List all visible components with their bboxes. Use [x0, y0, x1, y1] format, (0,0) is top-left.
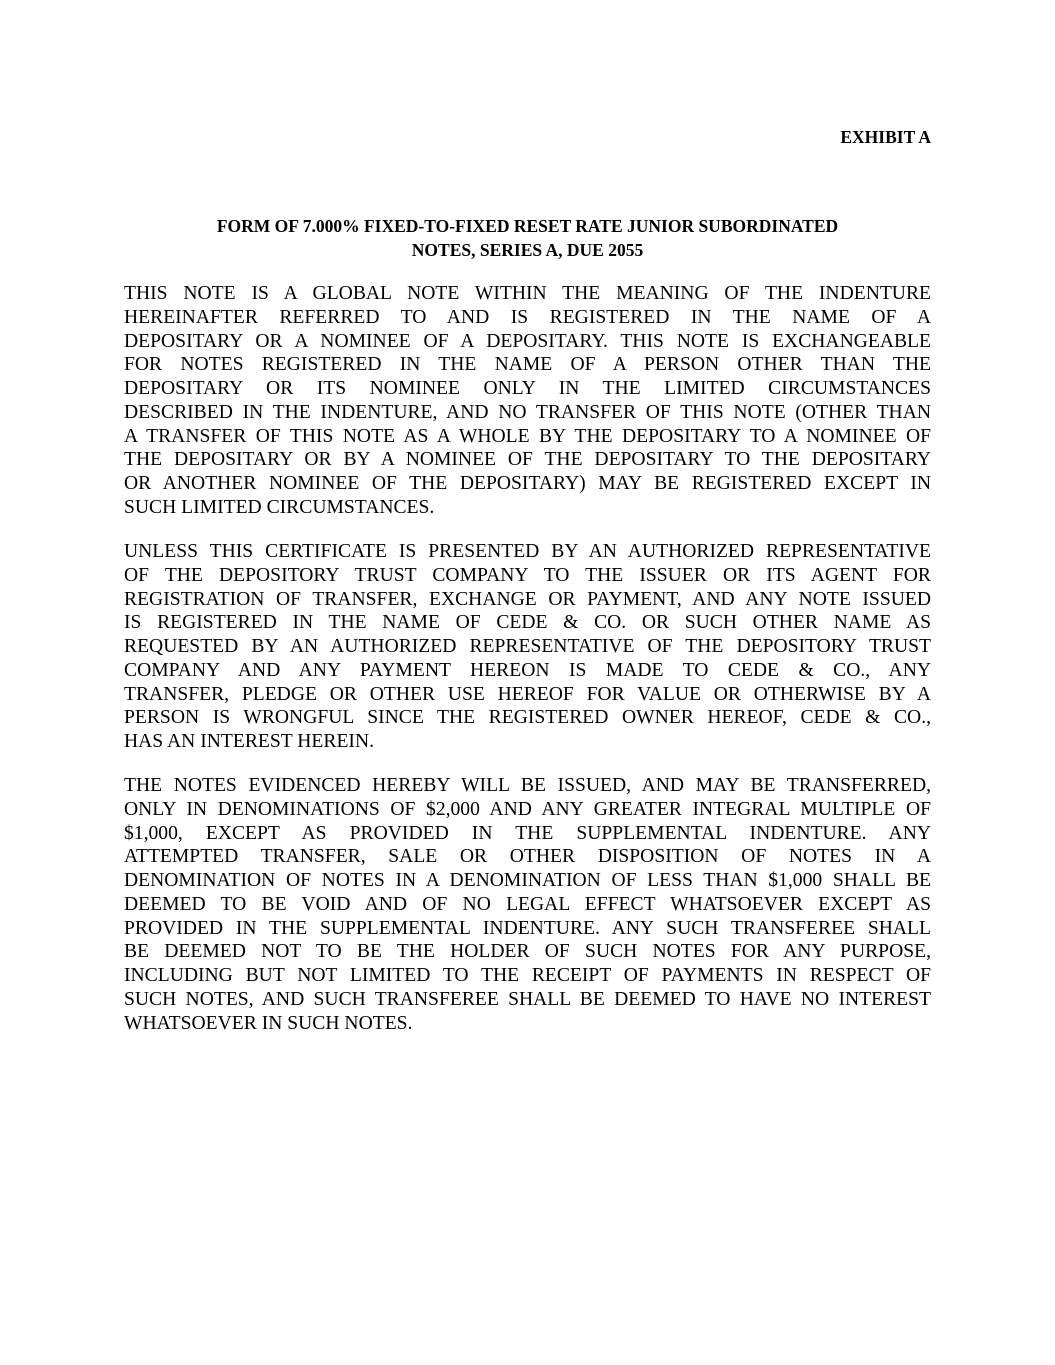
paragraph-line: THE NOTES EVIDENCED HEREBY WILL BE ISSUED, AND MAY BE TRANSFERRED,	[124, 775, 931, 796]
paragraph-line: HEREINAFTER REFERRED TO AND IS REGISTERED IN THE NAME OF A	[124, 306, 931, 328]
paragraph-line: IS REGISTERED IN THE NAME OF CEDE & CO. OR SUCH OTHER NAME AS	[124, 612, 931, 634]
paragraph-line: SUCH LIMITED CIRCUMSTANCES.	[124, 496, 435, 518]
paragraph-line: A TRANSFER OF THIS NOTE AS A WHOLE BY THE DEPOSITARY TO A NOMINEE OF	[124, 425, 931, 447]
paragraph-line: FOR NOTES REGISTERED IN THE NAME OF A PERSON OTHER THAN THE	[124, 354, 931, 376]
paragraph-line: OR ANOTHER NOMINEE OF THE DEPOSITARY) MAY BE REGISTERED EXCEPT IN	[124, 473, 931, 494]
paragraph-line: DEEMED TO BE VOID AND OF NO LEGAL EFFECT WHATSOEVER EXCEPT AS	[124, 893, 931, 915]
document-title	[124, 214, 931, 262]
title-line: FORM OF 7.000% FIXED-TO-FIXED RESET RATE JUNIOR SUBORDINATED	[216, 216, 839, 236]
paragraph-line: TRANSFER, PLEDGE OR OTHER USE HEREOF FOR VALUE OR OTHERWISE BY A	[124, 683, 931, 705]
paragraph-line: DEPOSITARY OR ITS NOMINEE ONLY IN THE LIMITED CIRCUMSTANCES	[124, 378, 931, 399]
paragraph-line: DEPOSITARY OR A NOMINEE OF A DEPOSITARY. THIS NOTE IS EXCHANGEABLE	[124, 330, 931, 352]
paragraph-line: $1,000, EXCEPT AS PROVIDED IN THE SUPPLEMENTAL INDENTURE. ANY	[124, 822, 931, 844]
paragraph-line: INCLUDING BUT NOT LIMITED TO THE RECEIPT OF PAYMENTS IN RESPECT OF	[124, 965, 931, 986]
paragraph-line: BE DEEMED NOT TO BE THE HOLDER OF SUCH NOTES FOR ANY PURPOSE,	[124, 941, 931, 963]
paragraph-line: OF THE DEPOSITORY TRUST COMPANY TO THE ISSUER OR ITS AGENT FOR	[124, 564, 931, 586]
title-line: NOTES, SERIES A, DUE 2055	[411, 240, 644, 260]
paragraph-line: REQUESTED BY AN AUTHORIZED REPRESENTATIVE OF THE DEPOSITORY TRUST	[124, 636, 931, 657]
paragraph-line: SUCH NOTES, AND SUCH TRANSFEREE SHALL BE DEEMED TO HAVE NO INTEREST	[124, 988, 931, 1010]
paragraph-line: UNLESS THIS CERTIFICATE IS PRESENTED BY AN AUTHORIZED REPRESENTATIVE	[124, 541, 931, 562]
paragraph-line: COMPANY AND ANY PAYMENT HEREON IS MADE TO CEDE & CO., ANY	[124, 659, 931, 681]
paragraph-line: PERSON IS WRONGFUL SINCE THE REGISTERED OWNER HEREOF, CEDE & CO.,	[124, 707, 931, 729]
paragraph-line: ATTEMPTED TRANSFER, SALE OR OTHER DISPOSITION OF NOTES IN A	[124, 846, 931, 868]
global-note-legend-paragraph	[124, 282, 931, 520]
paragraph-line: PROVIDED IN THE SUPPLEMENTAL INDENTURE. ANY SUCH TRANSFEREE SHALL	[124, 917, 931, 939]
paragraph-line: ONLY IN DENOMINATIONS OF $2,000 AND ANY GREATER INTEGRAL MULTIPLE OF	[124, 798, 931, 820]
exhibit-label: EXHIBIT A	[840, 127, 931, 147]
paragraph-line: THE DEPOSITARY OR BY A NOMINEE OF THE DEPOSITARY TO THE DEPOSITARY	[124, 449, 931, 471]
paragraph-line: HAS AN INTEREST HEREIN.	[124, 731, 375, 752]
paragraph-line: DENOMINATION OF NOTES IN A DENOMINATION OF LESS THAN $1,000 SHALL BE	[124, 870, 931, 891]
paragraph-line: DESCRIBED IN THE INDENTURE, AND NO TRANSFER OF THIS NOTE (OTHER THAN	[124, 401, 931, 423]
paragraph-line: WHATSOEVER IN SUCH NOTES.	[124, 1012, 413, 1034]
paragraph-line: REGISTRATION OF TRANSFER, EXCHANGE OR PAYMENT, AND ANY NOTE ISSUED	[124, 588, 931, 610]
dtc-legend-paragraph	[124, 540, 931, 754]
paragraph-line: THIS NOTE IS A GLOBAL NOTE WITHIN THE MEANING OF THE INDENTURE	[124, 283, 931, 304]
denomination-legend-paragraph	[124, 774, 931, 1035]
